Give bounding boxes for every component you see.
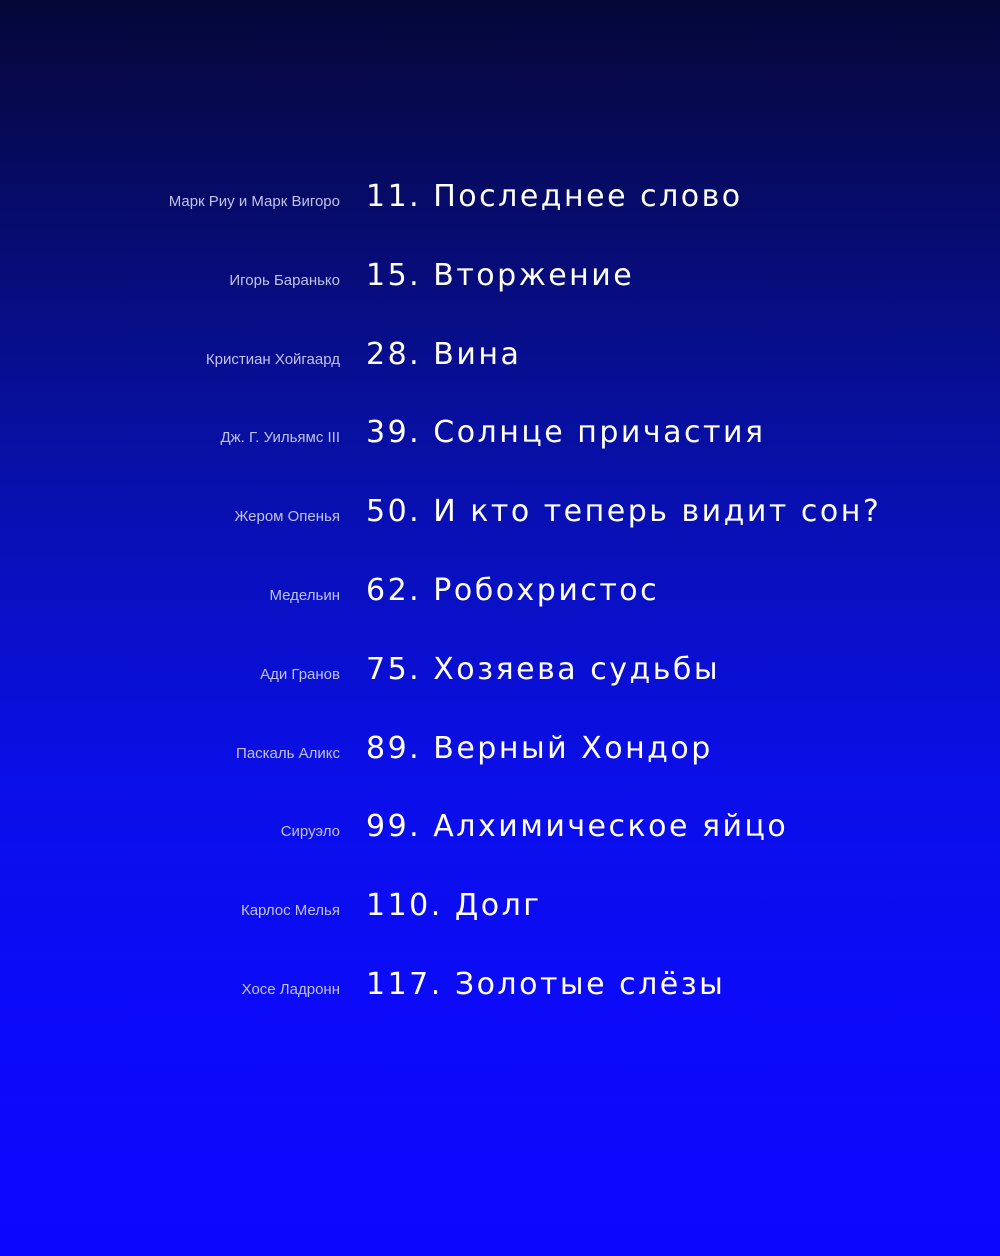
entry-title: 15. Вторжение bbox=[366, 257, 635, 293]
entry-title: 89. Верный Хондор bbox=[366, 730, 713, 766]
toc-entry bbox=[0, 728, 1000, 807]
toc-entry bbox=[0, 885, 1000, 964]
entry-author: Медельин bbox=[269, 586, 340, 604]
entry-title: 50. И кто теперь видит сон? bbox=[366, 494, 882, 530]
entry-author: Жером Опенья bbox=[234, 508, 340, 526]
entry-title: 62. Робохристос bbox=[366, 572, 660, 608]
toc-entry bbox=[0, 806, 1000, 885]
toc-entry bbox=[0, 255, 1000, 334]
toc-entry bbox=[0, 176, 1000, 255]
entry-author: Ади Гранов bbox=[260, 665, 340, 683]
entry-title: 99. Алхимическое яйцо bbox=[366, 809, 789, 845]
entry-author: Карлос Мелья bbox=[240, 902, 340, 920]
entry-title: 28. Вина bbox=[366, 336, 522, 372]
table-of-contents bbox=[0, 176, 1000, 1043]
entry-author: Хосе Ладронн bbox=[241, 980, 340, 998]
entry-title: 117. Золотые слёзы bbox=[366, 966, 726, 1002]
toc-entry bbox=[0, 334, 1000, 413]
entry-title: 110. Долг bbox=[366, 888, 542, 924]
toc-entry bbox=[0, 570, 1000, 649]
toc-entry bbox=[0, 412, 1000, 491]
entry-author: Паскаль Аликс bbox=[236, 744, 340, 762]
entry-title: 11. Последнее слово bbox=[366, 179, 743, 214]
toc-entry bbox=[0, 649, 1000, 728]
toc-entry bbox=[0, 964, 1000, 1043]
entry-author: Кристиан Хойгаард bbox=[205, 350, 340, 368]
entry-author: Игорь Баранько bbox=[229, 271, 340, 289]
toc-entry bbox=[0, 491, 1000, 570]
entry-author: Дж. Г. Уильямс III bbox=[220, 429, 340, 447]
entry-title: 75. Хозяева судьбы bbox=[366, 651, 721, 687]
entry-author: Марк Риу и Марк Вигоро bbox=[168, 193, 340, 210]
entry-author: Сируэло bbox=[280, 823, 340, 841]
entry-title: 39. Солнце причастия bbox=[366, 415, 766, 451]
